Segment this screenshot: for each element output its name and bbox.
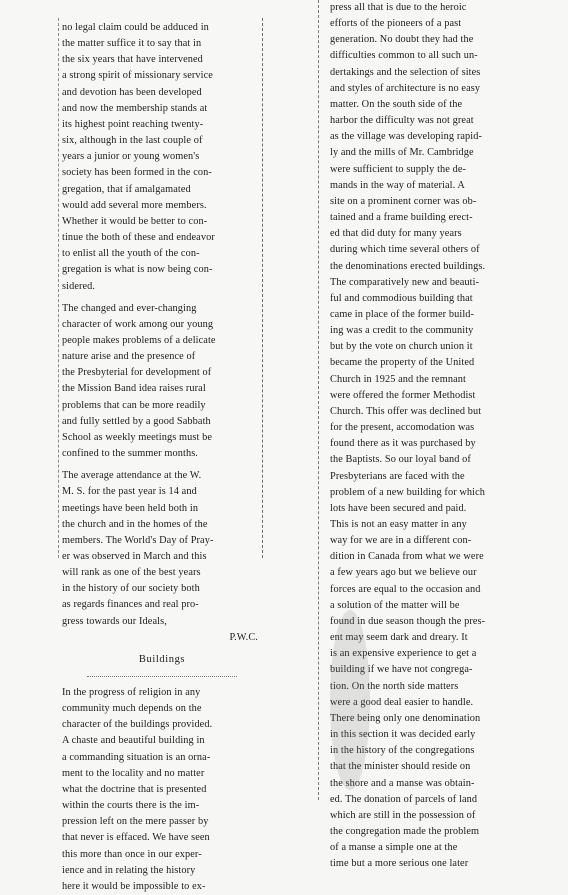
section-heading: Buildings [138,653,186,665]
left-paragraph-2: The changed and ever-changing character of work among our young people makes problems of a delicate nature arise and the presence of the Presbyterial for development of the Mission Band idea raises rural problems that can be more readily and fully settled by a good Sabbath School as weekly meetings must be confined to the summer months. [62,302,216,460]
left-paragraph-4: In the progress of religion in any community much depends on the character of the buildings provided. A chaste and beautiful building in a commanding situation is an orna- ment to the locality and no matter what the doctrine that is presented within the courts there is the im- pression left on the mere passer by that never is effaced. We have seen this more than once in our exper- ience and in relating the history here it would be impossible to ex- [62,686,213,892]
column-border-left [58,18,59,558]
left-paragraph-3: The average attendance at the W. M. S. for the past year is 14 and meetings have been held both in the church and in the homes of the members. The World's Day of Pray- er was observed in March and this will rank as one of the best years in the history of our society both as regards finances and real pro- gress towards our Ideals, [62,470,214,627]
right-paragraph-1: press all that is due to the heroic efforts of the pioneers of a past generation. No doubt they had the difficulties common to all such un- dertakings and the selection of sites and styles of architecture is no easy matter. On the south side of the harbor the difficulty was not great as the village was developing rapid- ly and the mills of Mr. Cambridge were sufficient to supply the de- mands in the way of material. A site on a prominent corner was ob- tained and a frame building erect- ed that did duty for many years during which time several others of the denominations erected buildings. The comparatively new and beauti- ful and commodious building that came in place of the former build- ing was a credit to the community but by the vote on church union it became the property of the United Church in 1925 and the remnant were offered the former Methodist Church. This offer was declined but for the present, accomodation was found there as it was purchased by the Baptists. So our loyal band of Presbyterians are faced with the problem of a new building for which lots have been secured and paid. This is not an easy matter in any way for we are in a different con- dition in Canada from what we were a few years ago but we believe our forces are equal to the occasion and a solution of the matter will be found in due season though the pres- ent may seem dark and dreary. It is an expensive experience to get a building if we have not congrega- tion. On the north side matters were a good deal easier to handle. There being only one denomination in this section it was decided early in the history of the congregations that the minister should reside on the shore and a manse was obtain- ed. The donation of parcels of land which are still in the possession of the congregation made the problem of a manse a simple one at the time but a more serious one later [330,2,486,870]
print-smudge [330,610,370,790]
heading-separator [87,676,237,677]
left-column [62,0,262,892]
left-paragraph-1: no legal claim could be adduced in the matter suffice it to say that in the six years that have intervened a strong spirit of missionary service and devotion has been developed and now the membership stands at its highest point reaching twenty- six, although in the last couple of years a junior or young women's society has been formed in the con- gregation, that if amalgamated would add several more members. Whether it would be better to con- tinue the both of these and endeavor to enlist all the youth of the con- gregation is what is now being con- sidered. [62,22,215,292]
column-border-right [318,0,319,800]
signature: P.W.C. [229,631,258,643]
column-border-middle [262,18,263,558]
